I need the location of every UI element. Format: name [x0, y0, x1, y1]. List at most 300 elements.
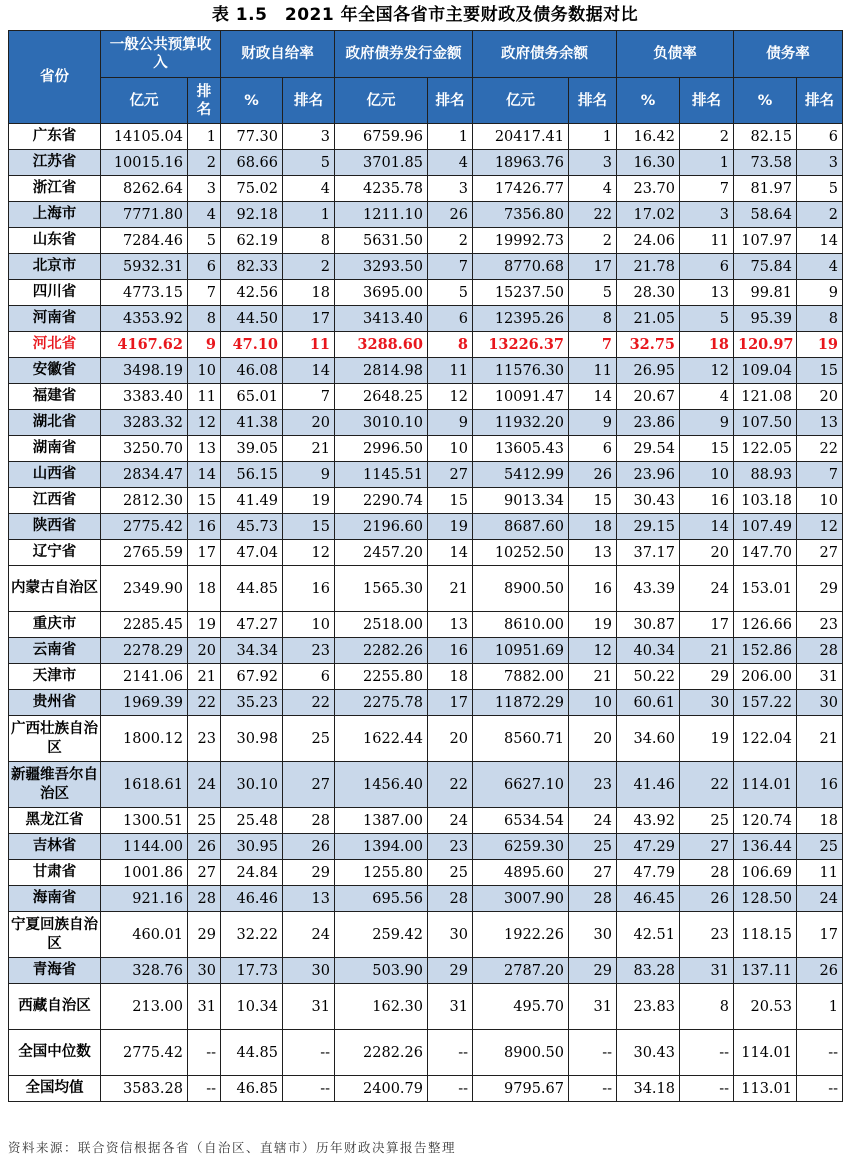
value-cell: 13: [797, 410, 843, 436]
province-cell: 安徽省: [9, 358, 101, 384]
value-cell: 9: [569, 410, 617, 436]
value-cell: 25: [569, 834, 617, 860]
value-cell: 137.11: [734, 958, 797, 984]
value-cell: --: [680, 1076, 734, 1102]
value-cell: 30: [188, 958, 221, 984]
value-cell: 19: [188, 612, 221, 638]
value-cell: 1969.39: [101, 690, 188, 716]
value-cell: 21.05: [617, 306, 680, 332]
value-cell: 15: [188, 488, 221, 514]
value-cell: 46.08: [221, 358, 283, 384]
table-row: [9, 254, 843, 280]
value-cell: 47.27: [221, 612, 283, 638]
value-cell: 2: [569, 228, 617, 254]
value-cell: 107.49: [734, 514, 797, 540]
value-cell: 18: [797, 808, 843, 834]
value-cell: 23: [797, 612, 843, 638]
value-cell: 4773.15: [101, 280, 188, 306]
header-rank: 排名: [569, 78, 617, 124]
value-cell: 18: [188, 566, 221, 612]
value-cell: 29.15: [617, 514, 680, 540]
value-cell: 3007.90: [473, 886, 569, 912]
value-cell: 16: [797, 762, 843, 808]
value-cell: 27: [569, 860, 617, 886]
value-cell: 41.46: [617, 762, 680, 808]
table-row: [9, 716, 843, 762]
value-cell: 2282.26: [335, 638, 428, 664]
value-cell: 2775.42: [101, 1030, 188, 1076]
value-cell: 28: [283, 808, 335, 834]
province-cell: 宁夏回族自治区: [9, 912, 101, 958]
header-debt-balance: 政府债务余额: [473, 31, 617, 78]
province-cell: 重庆市: [9, 612, 101, 638]
header-unit: 亿元: [473, 78, 569, 124]
value-cell: 2765.59: [101, 540, 188, 566]
value-cell: 4: [188, 202, 221, 228]
value-cell: 15: [283, 514, 335, 540]
value-cell: 23.70: [617, 176, 680, 202]
value-cell: 13: [680, 280, 734, 306]
value-cell: 2: [283, 254, 335, 280]
value-cell: 106.69: [734, 860, 797, 886]
value-cell: 3583.28: [101, 1076, 188, 1102]
value-cell: 495.70: [473, 984, 569, 1030]
value-cell: 26: [283, 834, 335, 860]
value-cell: 2285.45: [101, 612, 188, 638]
value-cell: 26: [188, 834, 221, 860]
value-cell: 13226.37: [473, 332, 569, 358]
table-row: [9, 488, 843, 514]
value-cell: 6: [188, 254, 221, 280]
value-cell: 3283.32: [101, 410, 188, 436]
value-cell: 11576.30: [473, 358, 569, 384]
value-cell: 47.04: [221, 540, 283, 566]
value-cell: 13605.43: [473, 436, 569, 462]
value-cell: 16: [428, 638, 473, 664]
value-cell: 88.93: [734, 462, 797, 488]
value-cell: 8: [428, 332, 473, 358]
value-cell: 1144.00: [101, 834, 188, 860]
value-cell: 3413.40: [335, 306, 428, 332]
value-cell: 16: [569, 566, 617, 612]
table-row: [9, 332, 843, 358]
value-cell: 30.43: [617, 1030, 680, 1076]
value-cell: 11: [188, 384, 221, 410]
value-cell: 3288.60: [335, 332, 428, 358]
value-cell: 11872.29: [473, 690, 569, 716]
value-cell: 2400.79: [335, 1076, 428, 1102]
value-cell: 4895.60: [473, 860, 569, 886]
value-cell: 5: [283, 150, 335, 176]
value-cell: 18: [428, 664, 473, 690]
value-cell: 16: [283, 566, 335, 612]
value-cell: 19: [797, 332, 843, 358]
table-row: [9, 176, 843, 202]
value-cell: 103.18: [734, 488, 797, 514]
value-cell: 7: [680, 176, 734, 202]
value-cell: 10: [797, 488, 843, 514]
value-cell: 21: [428, 566, 473, 612]
value-cell: 17: [283, 306, 335, 332]
value-cell: 12395.26: [473, 306, 569, 332]
value-cell: 29: [428, 958, 473, 984]
province-cell: 河北省: [9, 332, 101, 358]
header-bond-issuance: 政府债券发行金额: [335, 31, 473, 78]
header-liability-ratio: 债务率: [734, 31, 843, 78]
value-cell: 47.29: [617, 834, 680, 860]
value-cell: 10951.69: [473, 638, 569, 664]
table-row: [9, 462, 843, 488]
header-unit: %: [734, 78, 797, 124]
value-cell: 12: [797, 514, 843, 540]
value-cell: 9: [283, 462, 335, 488]
value-cell: 5932.31: [101, 254, 188, 280]
header-rank: 排名: [188, 78, 221, 124]
value-cell: 2196.60: [335, 514, 428, 540]
value-cell: 23: [569, 762, 617, 808]
value-cell: 23: [428, 834, 473, 860]
value-cell: --: [569, 1030, 617, 1076]
value-cell: 1922.26: [473, 912, 569, 958]
value-cell: 28: [797, 638, 843, 664]
value-cell: --: [569, 1076, 617, 1102]
value-cell: 16.30: [617, 150, 680, 176]
value-cell: 11: [569, 358, 617, 384]
value-cell: 26: [797, 958, 843, 984]
value-cell: 8900.50: [473, 1030, 569, 1076]
value-cell: 109.04: [734, 358, 797, 384]
value-cell: 206.00: [734, 664, 797, 690]
value-cell: 5412.99: [473, 462, 569, 488]
value-cell: 121.08: [734, 384, 797, 410]
value-cell: 2: [680, 124, 734, 150]
value-cell: 118.15: [734, 912, 797, 958]
value-cell: 17426.77: [473, 176, 569, 202]
table-row: [9, 436, 843, 462]
value-cell: 8560.71: [473, 716, 569, 762]
value-cell: 29: [283, 860, 335, 886]
value-cell: 1: [428, 124, 473, 150]
value-cell: 2518.00: [335, 612, 428, 638]
value-cell: 1255.80: [335, 860, 428, 886]
value-cell: 126.66: [734, 612, 797, 638]
value-cell: 7356.80: [473, 202, 569, 228]
value-cell: 45.73: [221, 514, 283, 540]
value-cell: 8687.60: [473, 514, 569, 540]
value-cell: 3010.10: [335, 410, 428, 436]
value-cell: 15237.50: [473, 280, 569, 306]
value-cell: 10015.16: [101, 150, 188, 176]
value-cell: 75.02: [221, 176, 283, 202]
value-cell: 9: [428, 410, 473, 436]
value-cell: 120.97: [734, 332, 797, 358]
value-cell: 8: [188, 306, 221, 332]
value-cell: 23: [188, 716, 221, 762]
value-cell: 29: [188, 912, 221, 958]
value-cell: 28: [428, 886, 473, 912]
value-cell: 24.06: [617, 228, 680, 254]
value-cell: 15: [680, 436, 734, 462]
value-cell: 34.34: [221, 638, 283, 664]
value-cell: 9013.34: [473, 488, 569, 514]
value-cell: 1394.00: [335, 834, 428, 860]
value-cell: 19992.73: [473, 228, 569, 254]
value-cell: 82.15: [734, 124, 797, 150]
value-cell: 30: [797, 690, 843, 716]
table-row: [9, 984, 843, 1030]
value-cell: 9: [680, 410, 734, 436]
value-cell: 21.78: [617, 254, 680, 280]
value-cell: 2775.42: [101, 514, 188, 540]
value-cell: 213.00: [101, 984, 188, 1030]
value-cell: 1: [283, 202, 335, 228]
value-cell: 259.42: [335, 912, 428, 958]
value-cell: 1618.61: [101, 762, 188, 808]
value-cell: 99.81: [734, 280, 797, 306]
value-cell: 26: [428, 202, 473, 228]
value-cell: 10: [569, 690, 617, 716]
value-cell: 68.66: [221, 150, 283, 176]
value-cell: 7: [283, 384, 335, 410]
province-cell: 吉林省: [9, 834, 101, 860]
province-cell: 青海省: [9, 958, 101, 984]
province-cell: 山东省: [9, 228, 101, 254]
value-cell: 17: [569, 254, 617, 280]
province-cell: 全国中位数: [9, 1030, 101, 1076]
value-cell: 14: [680, 514, 734, 540]
province-cell: 广西壮族自治区: [9, 716, 101, 762]
value-cell: 3383.40: [101, 384, 188, 410]
value-cell: 1: [797, 984, 843, 1030]
value-cell: 157.22: [734, 690, 797, 716]
value-cell: 1: [569, 124, 617, 150]
value-cell: 30: [283, 958, 335, 984]
value-cell: 3695.00: [335, 280, 428, 306]
value-cell: 147.70: [734, 540, 797, 566]
value-cell: 20: [680, 540, 734, 566]
table-row: [9, 808, 843, 834]
value-cell: 1387.00: [335, 808, 428, 834]
province-cell: 湖北省: [9, 410, 101, 436]
value-cell: 27: [680, 834, 734, 860]
value-cell: 2255.80: [335, 664, 428, 690]
value-cell: 1: [188, 124, 221, 150]
value-cell: 77.30: [221, 124, 283, 150]
value-cell: 19: [283, 488, 335, 514]
table-row: [9, 202, 843, 228]
value-cell: 3: [283, 124, 335, 150]
value-cell: 10: [428, 436, 473, 462]
header-province: 省份: [9, 31, 101, 124]
value-cell: 162.30: [335, 984, 428, 1030]
value-cell: 114.01: [734, 1030, 797, 1076]
value-cell: 8610.00: [473, 612, 569, 638]
fiscal-debt-table: [8, 30, 843, 1102]
value-cell: 921.16: [101, 886, 188, 912]
value-cell: 4: [428, 150, 473, 176]
value-cell: 21: [283, 436, 335, 462]
value-cell: 2: [797, 202, 843, 228]
value-cell: 11: [283, 332, 335, 358]
table-body: [9, 124, 843, 1102]
value-cell: 10.34: [221, 984, 283, 1030]
header-unit: %: [221, 78, 283, 124]
table-row: [9, 638, 843, 664]
value-cell: 7882.00: [473, 664, 569, 690]
value-cell: 4: [283, 176, 335, 202]
value-cell: 3: [797, 150, 843, 176]
value-cell: 4235.78: [335, 176, 428, 202]
value-cell: 4: [569, 176, 617, 202]
province-cell: 江西省: [9, 488, 101, 514]
table-caption: 表 1.5 2021 年全国各省市主要财政及债务数据对比: [211, 5, 639, 25]
table-row: [9, 1030, 843, 1076]
value-cell: 153.01: [734, 566, 797, 612]
value-cell: 27: [283, 762, 335, 808]
value-cell: 30: [569, 912, 617, 958]
value-cell: 12: [283, 540, 335, 566]
value-cell: 20: [428, 716, 473, 762]
value-cell: 19: [428, 514, 473, 540]
value-cell: 30: [680, 690, 734, 716]
value-cell: 39.05: [221, 436, 283, 462]
value-cell: 50.22: [617, 664, 680, 690]
value-cell: 32.22: [221, 912, 283, 958]
value-cell: 9: [188, 332, 221, 358]
value-cell: 24: [188, 762, 221, 808]
value-cell: 21: [797, 716, 843, 762]
value-cell: 1145.51: [335, 462, 428, 488]
value-cell: 2457.20: [335, 540, 428, 566]
value-cell: 9: [797, 280, 843, 306]
value-cell: 2278.29: [101, 638, 188, 664]
table-row: [9, 150, 843, 176]
value-cell: 22: [569, 202, 617, 228]
value-cell: 8: [569, 306, 617, 332]
value-cell: 23.96: [617, 462, 680, 488]
value-cell: 107.50: [734, 410, 797, 436]
value-cell: 34.18: [617, 1076, 680, 1102]
value-cell: 5631.50: [335, 228, 428, 254]
province-cell: 福建省: [9, 384, 101, 410]
value-cell: 24: [428, 808, 473, 834]
value-cell: 26.95: [617, 358, 680, 384]
value-cell: --: [428, 1076, 473, 1102]
value-cell: 6534.54: [473, 808, 569, 834]
table-row: [9, 612, 843, 638]
value-cell: 136.44: [734, 834, 797, 860]
value-cell: 2: [428, 228, 473, 254]
value-cell: 22: [188, 690, 221, 716]
value-cell: 20.53: [734, 984, 797, 1030]
value-cell: 122.05: [734, 436, 797, 462]
value-cell: 31: [569, 984, 617, 1030]
value-cell: 22: [797, 436, 843, 462]
value-cell: 6: [569, 436, 617, 462]
value-cell: 23.83: [617, 984, 680, 1030]
value-cell: 14: [283, 358, 335, 384]
value-cell: 6: [797, 124, 843, 150]
value-cell: 30.43: [617, 488, 680, 514]
value-cell: 5: [188, 228, 221, 254]
value-cell: 25: [680, 808, 734, 834]
value-cell: 4: [797, 254, 843, 280]
value-cell: 460.01: [101, 912, 188, 958]
value-cell: 25: [797, 834, 843, 860]
value-cell: 17: [680, 612, 734, 638]
value-cell: 2282.26: [335, 1030, 428, 1076]
value-cell: 4: [680, 384, 734, 410]
value-cell: 10: [680, 462, 734, 488]
value-cell: 23: [283, 638, 335, 664]
value-cell: 34.60: [617, 716, 680, 762]
value-cell: 20: [283, 410, 335, 436]
province-cell: 湖南省: [9, 436, 101, 462]
value-cell: 2: [188, 150, 221, 176]
value-cell: 46.45: [617, 886, 680, 912]
value-cell: 30.98: [221, 716, 283, 762]
value-cell: 8: [680, 984, 734, 1030]
value-cell: 7284.46: [101, 228, 188, 254]
value-cell: 60.61: [617, 690, 680, 716]
value-cell: 82.33: [221, 254, 283, 280]
value-cell: 10252.50: [473, 540, 569, 566]
value-cell: 30.95: [221, 834, 283, 860]
value-cell: 44.85: [221, 1030, 283, 1076]
table-row: [9, 124, 843, 150]
value-cell: 28: [188, 886, 221, 912]
value-cell: 58.64: [734, 202, 797, 228]
value-cell: 42.51: [617, 912, 680, 958]
value-cell: 27: [428, 462, 473, 488]
header-rank: 排名: [428, 78, 473, 124]
value-cell: 3701.85: [335, 150, 428, 176]
table-row: [9, 762, 843, 808]
value-cell: 43.92: [617, 808, 680, 834]
value-cell: 25.48: [221, 808, 283, 834]
value-cell: 14: [188, 462, 221, 488]
province-cell: 海南省: [9, 886, 101, 912]
value-cell: 14105.04: [101, 124, 188, 150]
value-cell: 3293.50: [335, 254, 428, 280]
table-row: [9, 690, 843, 716]
value-cell: 13: [283, 886, 335, 912]
header-self-sufficiency: 财政自给率: [221, 31, 335, 78]
value-cell: 15: [569, 488, 617, 514]
value-cell: 11: [428, 358, 473, 384]
table-row: [9, 358, 843, 384]
value-cell: --: [797, 1076, 843, 1102]
table-row: [9, 280, 843, 306]
table-row: [9, 834, 843, 860]
value-cell: 24.84: [221, 860, 283, 886]
value-cell: 20.67: [617, 384, 680, 410]
value-cell: 21: [680, 638, 734, 664]
value-cell: 29: [569, 958, 617, 984]
table-row: [9, 228, 843, 254]
value-cell: 19: [680, 716, 734, 762]
value-cell: 24: [680, 566, 734, 612]
value-cell: 1001.86: [101, 860, 188, 886]
value-cell: 18963.76: [473, 150, 569, 176]
value-cell: 56.15: [221, 462, 283, 488]
value-cell: 22: [428, 762, 473, 808]
value-cell: --: [283, 1076, 335, 1102]
value-cell: 20: [797, 384, 843, 410]
value-cell: 81.97: [734, 176, 797, 202]
value-cell: 8900.50: [473, 566, 569, 612]
value-cell: 35.23: [221, 690, 283, 716]
